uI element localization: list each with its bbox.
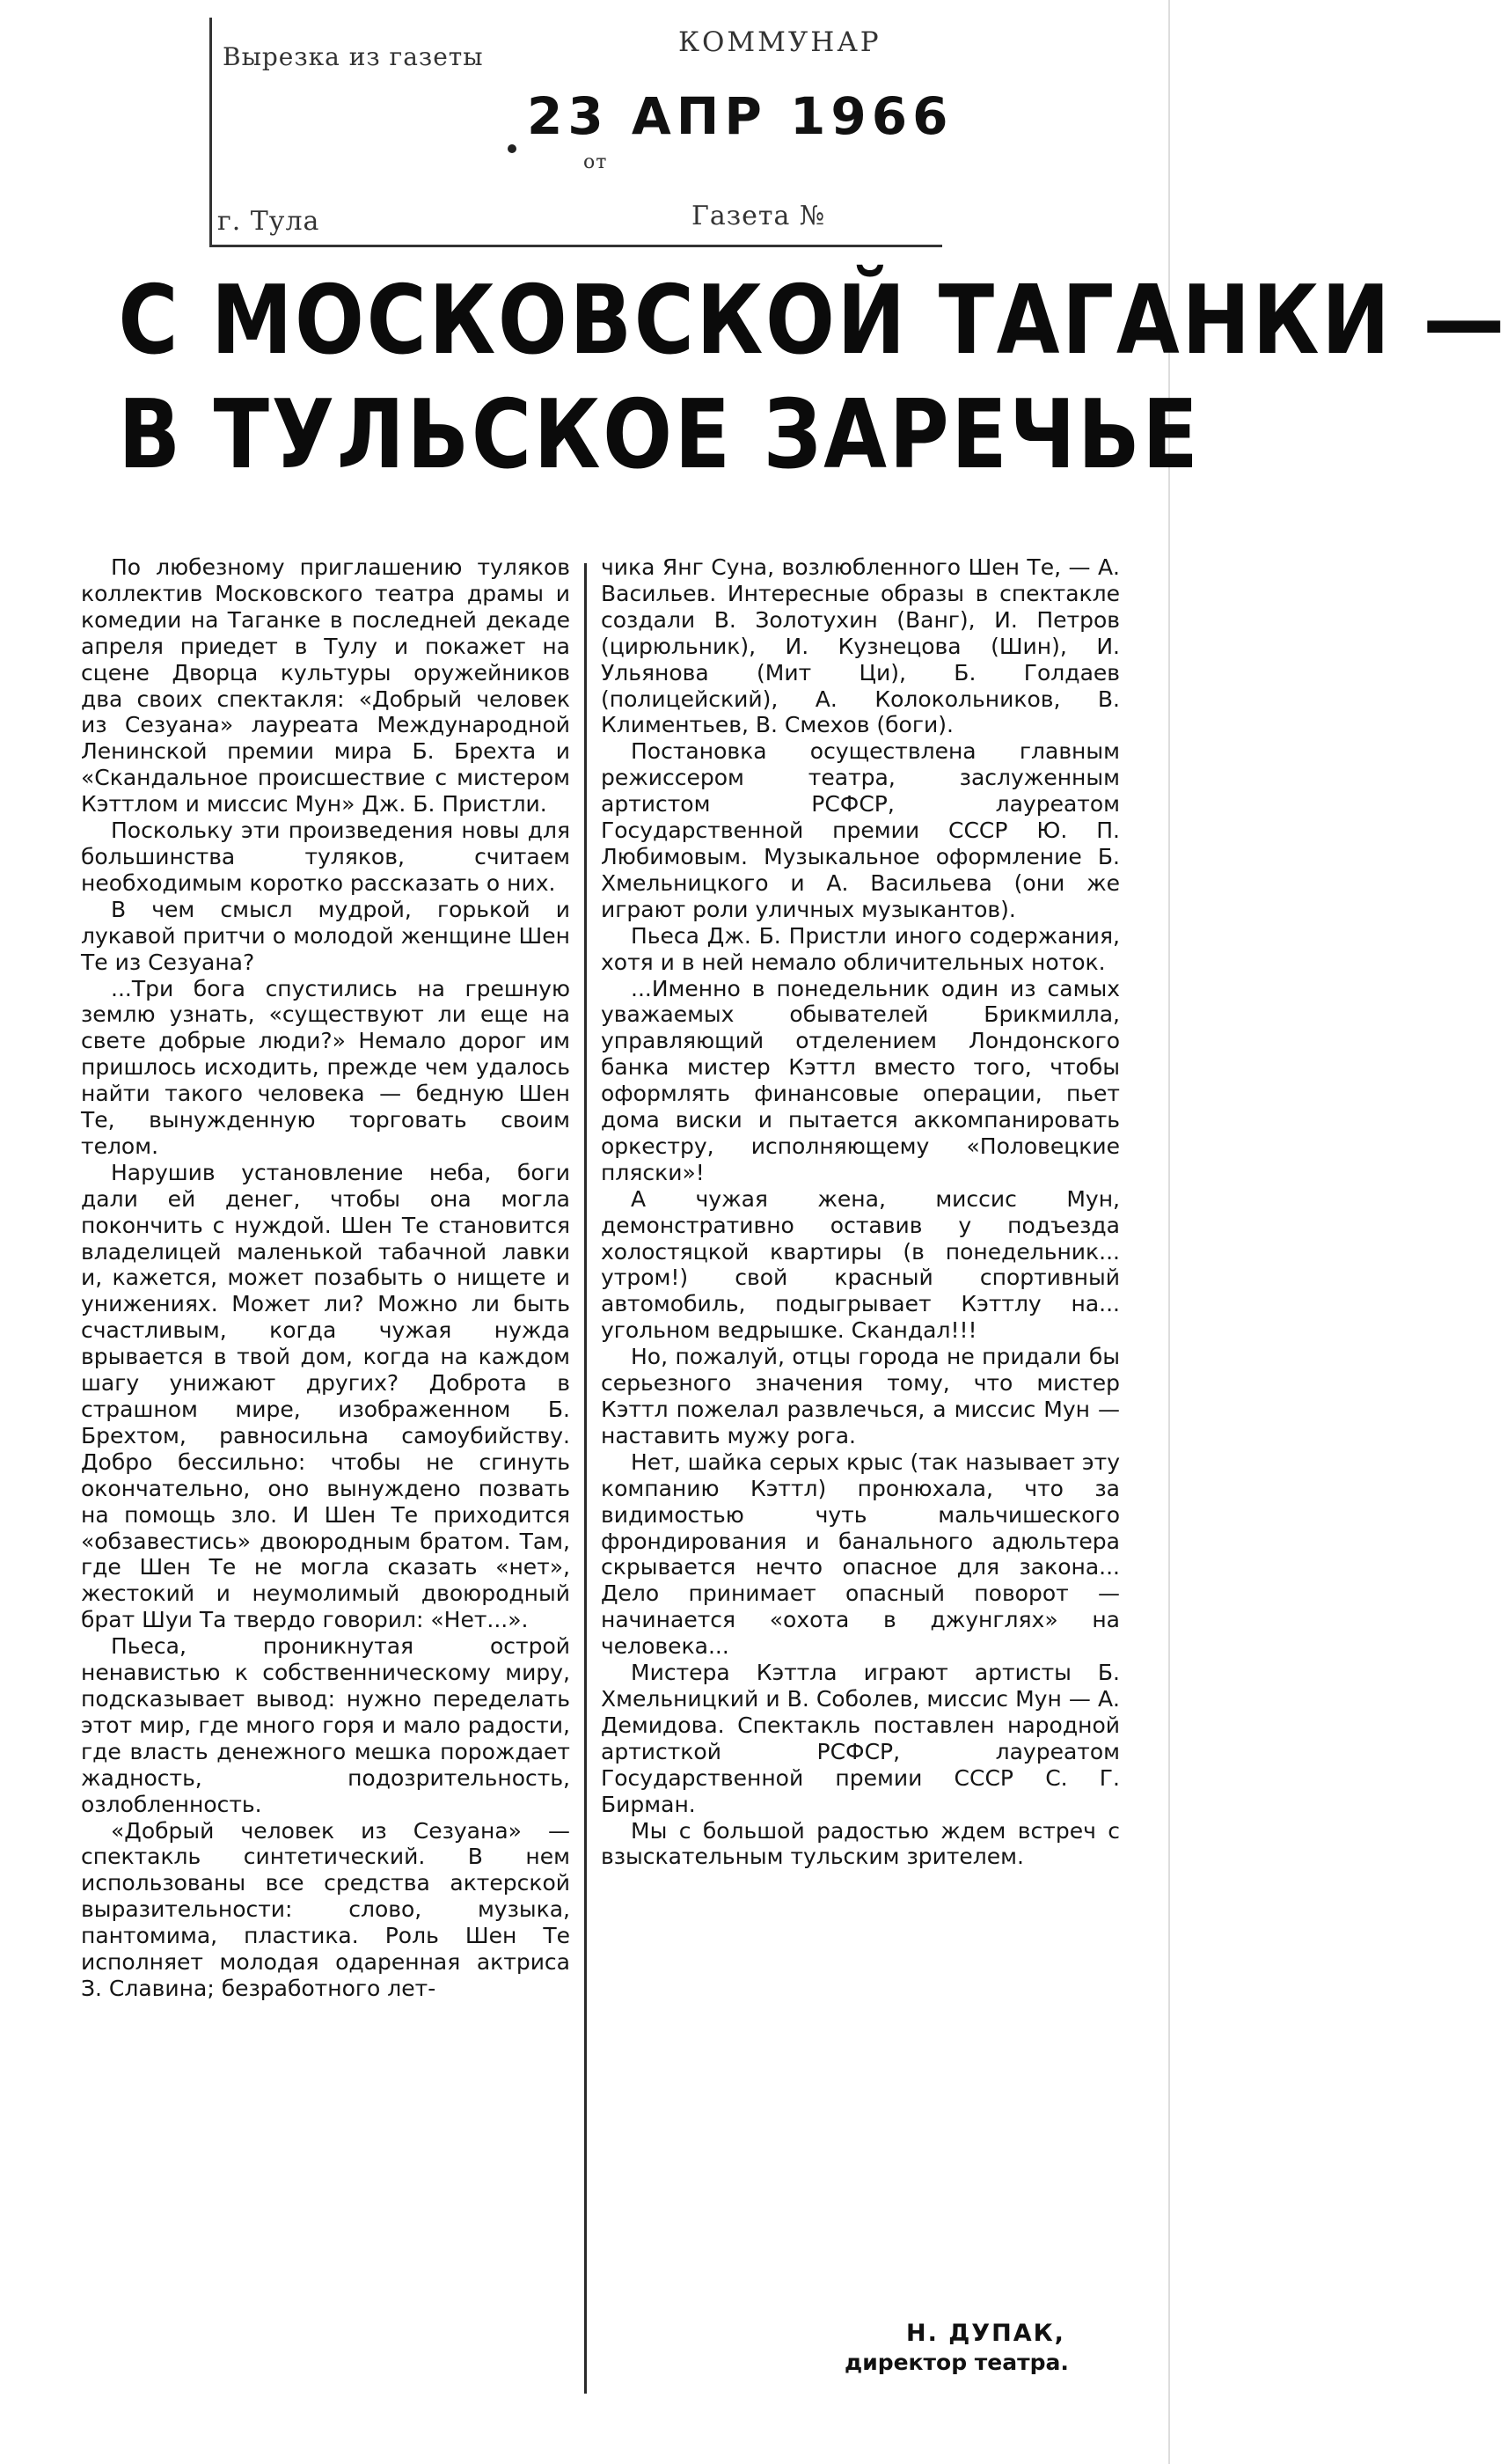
column-divider bbox=[584, 563, 587, 2394]
headline bbox=[118, 264, 1507, 493]
paragraph: чика Янг Суна, возлюбленного Шен Те, — А. Васильев. Интересные образы в спектакле создали В. Золотухин (Ванг), И. Петров (цирюльник), И. Кузнецова (Шин), И. Ульянова (Мит Ци), Б. Голдаев (полицейский), А. Колокольников, В. Климентьев, В. Смехов (боги). bbox=[601, 554, 1120, 738]
from-label: от bbox=[583, 151, 608, 173]
paragraph: Поскольку эти произведения новы для большинства туляков, считаем необходимым коротко рассказать о них. bbox=[81, 818, 570, 896]
paragraph: Пьеса Дж. Б. Пристли иного содержания, хотя и в ней немало обличительных ноток. bbox=[601, 922, 1120, 975]
paragraph: Пьеса, проникнутая острой ненавистью к собственническому миру, подсказывает вывод: нужно переделать этот мир, где много горя и мало радости, где власть денежного мешка порождает жадность, подозрительность, озлобленность. bbox=[81, 1633, 570, 1817]
headline-line-2: В ТУЛЬСКОЕ ЗАРЕЧЬЕ bbox=[118, 380, 1201, 490]
paragraph: Мы с большой радостью ждем встреч с взыскательным тульским зрителем. bbox=[601, 1817, 1120, 1870]
paragraph: Постановка осуществлена главным режиссером театра, заслуженным артистом РСФСР, лауреатом Государственной премии СССР Ю. П. Любимовым. Музыкальное оформление Б. Хмельницкого и А. Васильева (они же играют роли уличных музыкантов). bbox=[601, 738, 1120, 922]
article-column-left bbox=[81, 554, 570, 2394]
gazeta-number-label: Газета № bbox=[691, 201, 826, 231]
paragraph: В чем смысл мудрой, горькой и лукавой притчи о молодой женщине Шен Те из Сезуана? bbox=[81, 896, 570, 975]
headline-line-1: С МОСКОВСКОЙ ТАГАНКИ — bbox=[118, 266, 1507, 376]
city-label: г. Тула bbox=[217, 206, 320, 237]
paragraph: По любезному приглашению туляков коллектив Московского театра драмы и комедии на Таганке в последней декаде апреля приедет в Тулу и покажет на сцене Дворца культуры оружейников два своих спектакля: «Добрый человек из Сезуана» лауреата Международной Ленинской премии мира Б. Брехта и «Скандальное происшествие с мистером Кэттлом и миссис Мун» Дж. Б. Пристли. bbox=[81, 554, 570, 818]
clipping-stamp bbox=[209, 18, 954, 247]
newspaper-name: КОММУНАР bbox=[678, 26, 882, 58]
paragraph: ...Именно в понедельник один из самых уважаемых обывателей Брикмилла, управляющий отделением Лондонского банка мистер Кэттл вместо того, чтобы оформлять финансовые операции, пьет дома виски и пытается аккомпанировать оркестру, исполняющему «Половецкие пляски»! bbox=[601, 975, 1120, 1185]
paragraph: Нет, шайка серых крыс (так называет эту компанию Кэттл) пронюхала, что за видимостью чуть мальчишеского фрондирования и банального адюльтера скрывается нечто опасное для закона... Дело принимает опасный поворот — начинается «охота в джунглях» на человека... bbox=[601, 1448, 1120, 1660]
paragraph: Мистера Кэттла играют артисты Б. Хмельницкий и В. Соболев, миссис Мун — А. Демидова. Спектакль поставлен народной артисткой РСФСР, лауреатом Государственной премии СССР С. Г. Бирман. bbox=[601, 1660, 1120, 1817]
stamp-date: 23 АПР 1966 bbox=[527, 86, 954, 146]
signature-name: Н. ДУПАК, bbox=[906, 2320, 1065, 2347]
signature-position: директор театра. bbox=[845, 2350, 1069, 2375]
paragraph: А чужая жена, миссис Мун, демонстративно оставив у подъезда холостяцкой квартиры (в понедельник... утром!) свой красный спортивный автомобиль, подыгрывает Кэттлу на... угольном ведрышке. Скандал!!! bbox=[601, 1185, 1120, 1344]
paragraph: Нарушив установление неба, боги дали ей денег, чтобы она могла покончить с нуждой. Шен Те становится владелицей маленькой табачной лавки и, кажется, может позабыть о нищете и унижениях. Может ли? Можно ли быть счастливым, когда чужая нужда врывается в твой дом, когда на каждом шагу унижают других? Доброта в страшном мире, изображенном Б. Брехтом, равносильна самоубийству. Добро бессильно: чтобы не сгинуть окончательно, оно вынуждено позвать на помощь зло. И Шен Те приходится «обзавестись» двоюродным братом. Там, где Шен Те не могла сказать «нет», жестокий и неумолимый двоюродный брат Шуи Та твердо говорил: «Нет...». bbox=[81, 1159, 570, 1633]
article-column-right bbox=[601, 554, 1120, 2455]
paragraph: ...Три бога спустились на грешную землю узнать, «существуют ли еще на свете добрые люди?» Немало дорог им пришлось исходить, прежде чем удалось найти такого человека — бедную Шен Те, вынужденную торговать своим телом. bbox=[81, 975, 570, 1159]
ink-dot-icon bbox=[508, 144, 516, 153]
clipping-label: Вырезка из газеты bbox=[223, 42, 484, 71]
paragraph: Но, пожалуй, отцы города не придали бы серьезного значения тому, что мистер Кэттл пожелал развлечься, а миссис Мун — наставить мужу рога. bbox=[601, 1344, 1120, 1448]
paragraph: «Добрый человек из Сезуана» — спектакль синтетический. В нем использованы все средства актерской выразительности: слово, музыка, пантомима, пластика. Роль Шен Те исполняет молодая одаренная актриса З. Славина; безработного лет- bbox=[81, 1817, 570, 2001]
